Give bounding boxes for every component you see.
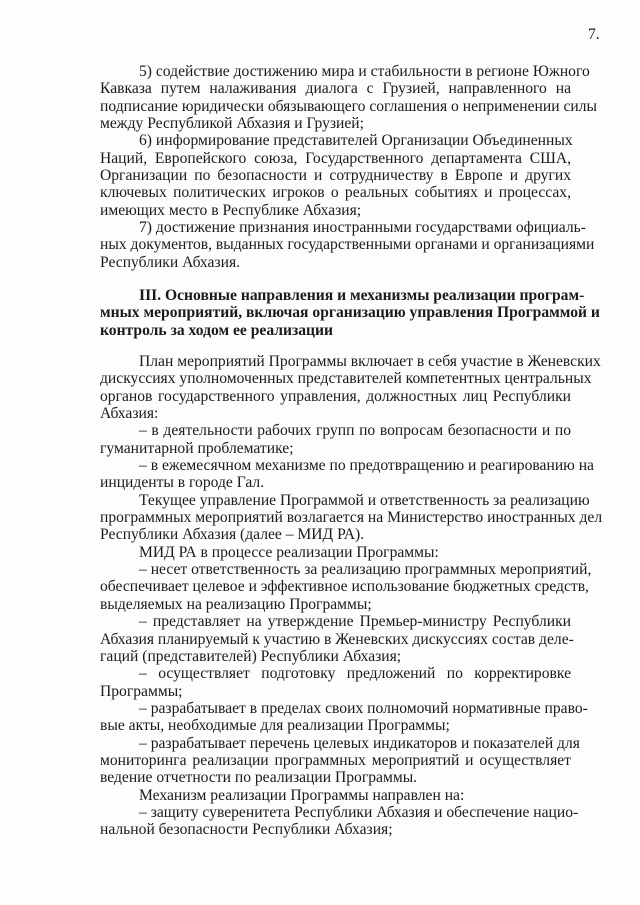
text-line: имеющих место в Республике Абхазия; xyxy=(100,201,362,219)
text-line: программных мероприятий возлагается на Министерство иностранных дел xyxy=(100,509,603,527)
goals-list xyxy=(100,63,598,271)
paragraph xyxy=(100,699,588,735)
text-line: Программы; xyxy=(100,682,183,700)
text-line: Кавказа путем налаживания диалога с Грузией, направленного на xyxy=(100,80,571,98)
text-line: – осуществляет подготовку предложений по корректировке xyxy=(139,665,571,683)
text-line: – в ежемесячном механизме по предотвращению и реагированию на xyxy=(139,457,594,475)
text-line: Текущее управление Программой и ответственность за реализацию xyxy=(139,491,590,509)
list-item xyxy=(100,219,595,271)
heading-line: мных мероприятий, включая организацию управления Программой и xyxy=(100,304,600,322)
text-line: 6) информирование представителей Организации Объединенных xyxy=(139,132,573,150)
text-line: подписание юридически обязывающего соглашения о неприменении силы xyxy=(100,97,598,115)
paragraph xyxy=(100,491,603,544)
list-item xyxy=(100,132,571,219)
text-line: выделяемых на реализацию Программы; xyxy=(100,595,372,613)
text-line: – несет ответственность за реализацию программных мероприятий, xyxy=(139,561,592,579)
paragraph xyxy=(100,544,571,561)
heading-line: III. Основные направления и механизмы реализации програм- xyxy=(139,287,585,304)
text-line: ключевых политических игроков о реальных событиях и процессах, xyxy=(100,184,571,202)
text-line: гуманитарной проблематике; xyxy=(100,439,294,457)
paragraph xyxy=(100,422,571,457)
text-line: – представляет на утверждение Премьер-министру Республики xyxy=(139,613,571,631)
text-line: Механизм реализации Программы направлен на: xyxy=(139,786,465,804)
heading-line: контроль за ходом ее реализации xyxy=(100,321,334,339)
page-number: 7. xyxy=(588,26,600,43)
text-line: гаций (представителей) Республики Абхазия; xyxy=(100,647,402,665)
list-item xyxy=(100,63,598,133)
text-line: нальной безопасности Республики Абхазия; xyxy=(100,821,393,839)
paragraph xyxy=(100,665,571,700)
text-line: План мероприятий Программы включает в себя участие в Женевских xyxy=(139,353,601,370)
paragraph xyxy=(100,613,574,665)
text-line: – в деятельности рабочих групп по вопросам безопасности и по xyxy=(139,422,571,440)
text-line: 5) содействие достижению мира и стабильности в регионе Южного xyxy=(139,63,590,80)
text-line: Республики Абхазия. xyxy=(100,253,241,271)
paragraph xyxy=(100,734,580,787)
text-line: вые акты, необходимые для реализации Программы; xyxy=(100,717,450,735)
paragraph xyxy=(100,803,579,839)
section-heading xyxy=(100,287,600,339)
text-line: 7) достижение признания иностранными государствами официаль- xyxy=(139,219,586,237)
section-body xyxy=(100,353,603,839)
paragraph xyxy=(100,457,594,492)
text-line: ных документов, выданных государственными органами и организациями xyxy=(100,236,595,254)
text-line: Абхазия: xyxy=(100,405,159,423)
text-line: Республики Абхазия (далее – МИД РА). xyxy=(100,526,365,544)
text-line: Наций, Европейского союза, Государственного департамента США, xyxy=(100,149,571,167)
paragraph xyxy=(100,787,571,804)
text-line: органов государственного управления, должностных лиц Республики xyxy=(100,387,571,405)
text-line: инциденты в городе Гал. xyxy=(100,474,265,492)
text-line: МИД РА в процессе реализации Программы: xyxy=(139,543,439,561)
text-line: Абхазия планируемый к участию в Женевских дискуссиях состав деле- xyxy=(100,630,574,648)
text-line: – защиту суверенитета Республики Абхазия и обеспечение нацио- xyxy=(139,803,579,821)
text-line: между Республикой Абхазия и Грузией; xyxy=(100,115,364,133)
text-line: Организации по безопасности и сотрудничеству в Европе и других xyxy=(100,167,571,185)
text-line: – разрабатывает в пределах своих полномочий нормативные право- xyxy=(139,699,588,717)
paragraph xyxy=(100,561,592,613)
text-line: ведение отчетности по реализации Программы. xyxy=(100,769,418,787)
text-line: обеспечивает целевое и эффективное использование бюджетных средств, xyxy=(100,578,589,596)
paragraph xyxy=(100,353,601,423)
text-line: дискуссиях уполномоченных представителей компетентных центральных xyxy=(100,370,592,388)
text-line: – разрабатывает перечень целевых индикаторов и показателей для xyxy=(139,734,580,752)
text-line: мониторинга реализации программных мероприятий и осуществляет xyxy=(100,751,571,769)
